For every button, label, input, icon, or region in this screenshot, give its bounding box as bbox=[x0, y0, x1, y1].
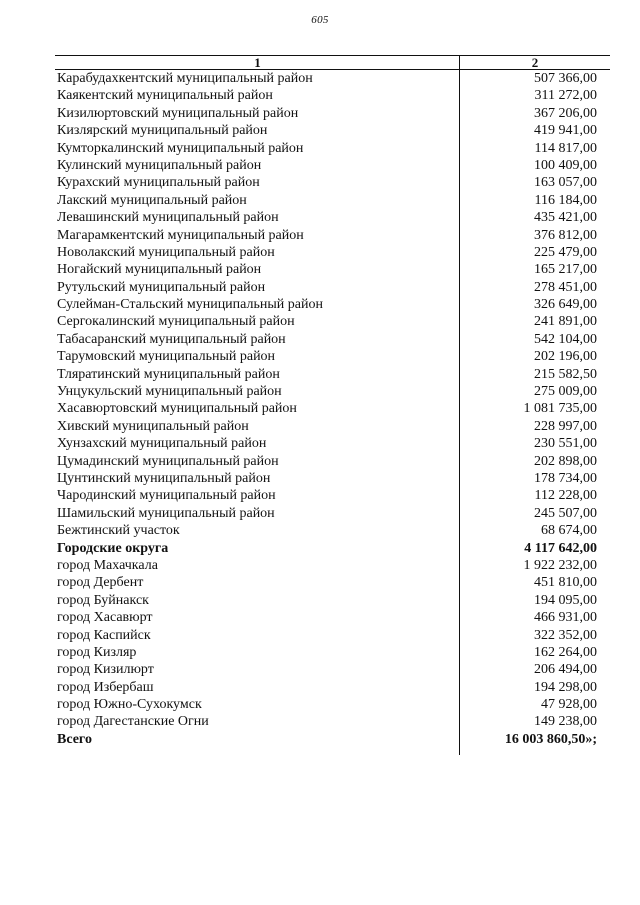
row-name: Кулинский муниципальный район bbox=[57, 157, 262, 173]
table-row bbox=[55, 418, 610, 435]
row-name: Шамильский муниципальный район bbox=[57, 505, 275, 521]
table-row bbox=[55, 696, 610, 713]
row-value: 326 649,00 bbox=[534, 297, 597, 313]
row-name: город Избербаш bbox=[57, 679, 154, 695]
table-row bbox=[55, 470, 610, 487]
row-name: город Махачкала bbox=[57, 557, 158, 573]
table-row bbox=[55, 731, 610, 748]
table-row bbox=[55, 592, 610, 609]
row-value: 178 734,00 bbox=[534, 470, 597, 486]
table-row bbox=[55, 540, 610, 557]
table-row bbox=[55, 713, 610, 730]
row-name: Бежтинский участок bbox=[57, 523, 180, 539]
row-value: 202 898,00 bbox=[534, 453, 597, 469]
page-number: 605 bbox=[311, 14, 329, 26]
table-row bbox=[55, 661, 610, 678]
row-name: Ногайский муниципальный район bbox=[57, 262, 262, 278]
table-row bbox=[55, 279, 610, 296]
row-name: город Кизляр bbox=[57, 644, 137, 660]
budget-table bbox=[55, 55, 610, 748]
row-value: 376 812,00 bbox=[534, 227, 597, 243]
row-value: 419 941,00 bbox=[534, 123, 597, 139]
table-row bbox=[55, 505, 610, 522]
row-name: Кизлярский муниципальный район bbox=[57, 123, 268, 139]
table-row bbox=[55, 192, 610, 209]
row-value: 542 104,00 bbox=[534, 331, 597, 347]
row-value: 322 352,00 bbox=[534, 627, 597, 643]
table-row bbox=[55, 627, 610, 644]
table-row bbox=[55, 331, 610, 348]
row-value: 451 810,00 bbox=[534, 575, 597, 591]
row-value: 16 003 860,50»; bbox=[504, 731, 597, 747]
row-value: 163 057,00 bbox=[534, 175, 597, 191]
row-name: город Кизилюрт bbox=[57, 662, 154, 678]
table-row bbox=[55, 557, 610, 574]
row-value: 112 228,00 bbox=[534, 488, 597, 504]
row-name: Хунзахский муниципальный район bbox=[57, 436, 267, 452]
row-name: город Каспийск bbox=[57, 627, 151, 643]
table-row bbox=[55, 296, 610, 313]
table-row bbox=[55, 87, 610, 104]
row-name: Сулейман-Стальский муниципальный район bbox=[57, 297, 323, 313]
row-name: Хивский муниципальный район bbox=[57, 418, 249, 434]
table-row bbox=[55, 227, 610, 244]
table-row bbox=[55, 140, 610, 157]
row-value: 4 117 642,00 bbox=[524, 540, 597, 556]
table-row bbox=[55, 105, 610, 122]
table-row bbox=[55, 261, 610, 278]
row-name: город Буйнакск bbox=[57, 592, 149, 608]
row-name: Городские округа bbox=[57, 540, 169, 556]
row-name: Унцукульский муниципальный район bbox=[57, 384, 282, 400]
row-value: 68 674,00 bbox=[541, 523, 597, 539]
row-value: 367 206,00 bbox=[534, 105, 597, 121]
row-name: Табасаранский муниципальный район bbox=[57, 331, 286, 347]
column-header-1: 1 bbox=[254, 55, 261, 70]
table-row bbox=[55, 383, 610, 400]
row-value: 194 298,00 bbox=[534, 679, 597, 695]
row-name: Кумторкалинский муниципальный район bbox=[57, 140, 304, 156]
table-row bbox=[55, 244, 610, 261]
table-body bbox=[55, 70, 610, 748]
row-name: Карабудахкентский муниципальный район bbox=[57, 71, 313, 86]
row-name: Кизилюртовский муниципальный район bbox=[57, 105, 299, 121]
column-divider bbox=[459, 55, 460, 755]
row-name: Тляратинский муниципальный район bbox=[57, 366, 280, 382]
row-value: 1 081 735,00 bbox=[523, 401, 597, 417]
row-value: 1 922 232,00 bbox=[523, 557, 597, 573]
row-value: 435 421,00 bbox=[534, 210, 597, 226]
table-header bbox=[55, 55, 610, 70]
row-value: 507 366,00 bbox=[534, 71, 597, 86]
table-row bbox=[55, 400, 610, 417]
row-value: 215 582,50 bbox=[534, 366, 597, 382]
row-value: 466 931,00 bbox=[534, 610, 597, 626]
row-value: 228 997,00 bbox=[534, 418, 597, 434]
table-row bbox=[55, 209, 610, 226]
row-name: Магарамкентский муниципальный район bbox=[57, 227, 304, 243]
column-header-2: 2 bbox=[531, 55, 539, 70]
table-row bbox=[55, 122, 610, 139]
table-row bbox=[55, 70, 610, 87]
row-value: 149 238,00 bbox=[534, 714, 597, 730]
row-value: 100 409,00 bbox=[534, 157, 597, 173]
table-row bbox=[55, 644, 610, 661]
row-value: 114 817,00 bbox=[534, 140, 597, 156]
table-row bbox=[55, 522, 610, 539]
table-row bbox=[55, 453, 610, 470]
table-row bbox=[55, 174, 610, 191]
row-value: 162 264,00 bbox=[534, 644, 597, 660]
row-value: 241 891,00 bbox=[534, 314, 597, 330]
row-value: 194 095,00 bbox=[534, 592, 597, 608]
row-name: Тарумовский муниципальный район bbox=[57, 349, 276, 365]
row-name: Левашинский муниципальный район bbox=[57, 210, 279, 226]
row-value: 225 479,00 bbox=[534, 244, 597, 260]
row-name: Курахский муниципальный район bbox=[57, 175, 260, 191]
row-name: Новолакский муниципальный район bbox=[57, 244, 275, 260]
row-name: Всего bbox=[57, 731, 92, 747]
table-row bbox=[55, 609, 610, 626]
table-row bbox=[55, 313, 610, 330]
row-name: Лакский муниципальный район bbox=[57, 192, 247, 208]
table-row bbox=[55, 157, 610, 174]
row-value: 202 196,00 bbox=[534, 349, 597, 365]
row-value: 206 494,00 bbox=[534, 662, 597, 678]
row-value: 230 551,00 bbox=[534, 436, 597, 452]
row-name: Цунтинский муниципальный район bbox=[57, 470, 271, 486]
row-value: 275 009,00 bbox=[534, 384, 597, 400]
row-name: Цумадинский муниципальный район bbox=[57, 453, 279, 469]
row-name: город Южно-Сухокумск bbox=[57, 697, 202, 713]
row-name: Хасавюртовский муниципальный район bbox=[57, 401, 297, 417]
row-value: 278 451,00 bbox=[534, 279, 597, 295]
table-row bbox=[55, 366, 610, 383]
table-row bbox=[55, 679, 610, 696]
row-name: город Хасавюрт bbox=[57, 610, 153, 626]
table-row bbox=[55, 348, 610, 365]
table-row bbox=[55, 435, 610, 452]
row-name: Сергокалинский муниципальный район bbox=[57, 314, 295, 330]
row-name: Чародинский муниципальный район bbox=[57, 488, 276, 504]
table-row bbox=[55, 574, 610, 591]
row-value: 47 928,00 bbox=[541, 697, 597, 713]
row-value: 245 507,00 bbox=[534, 505, 597, 521]
row-value: 165 217,00 bbox=[534, 262, 597, 278]
table-row bbox=[55, 487, 610, 504]
row-value: 311 272,00 bbox=[534, 88, 597, 104]
row-value: 116 184,00 bbox=[534, 192, 597, 208]
row-name: город Дагестанские Огни bbox=[57, 714, 209, 730]
row-name: город Дербент bbox=[57, 575, 144, 591]
row-name: Рутульский муниципальный район bbox=[57, 279, 266, 295]
row-name: Каякентский муниципальный район bbox=[57, 88, 273, 104]
